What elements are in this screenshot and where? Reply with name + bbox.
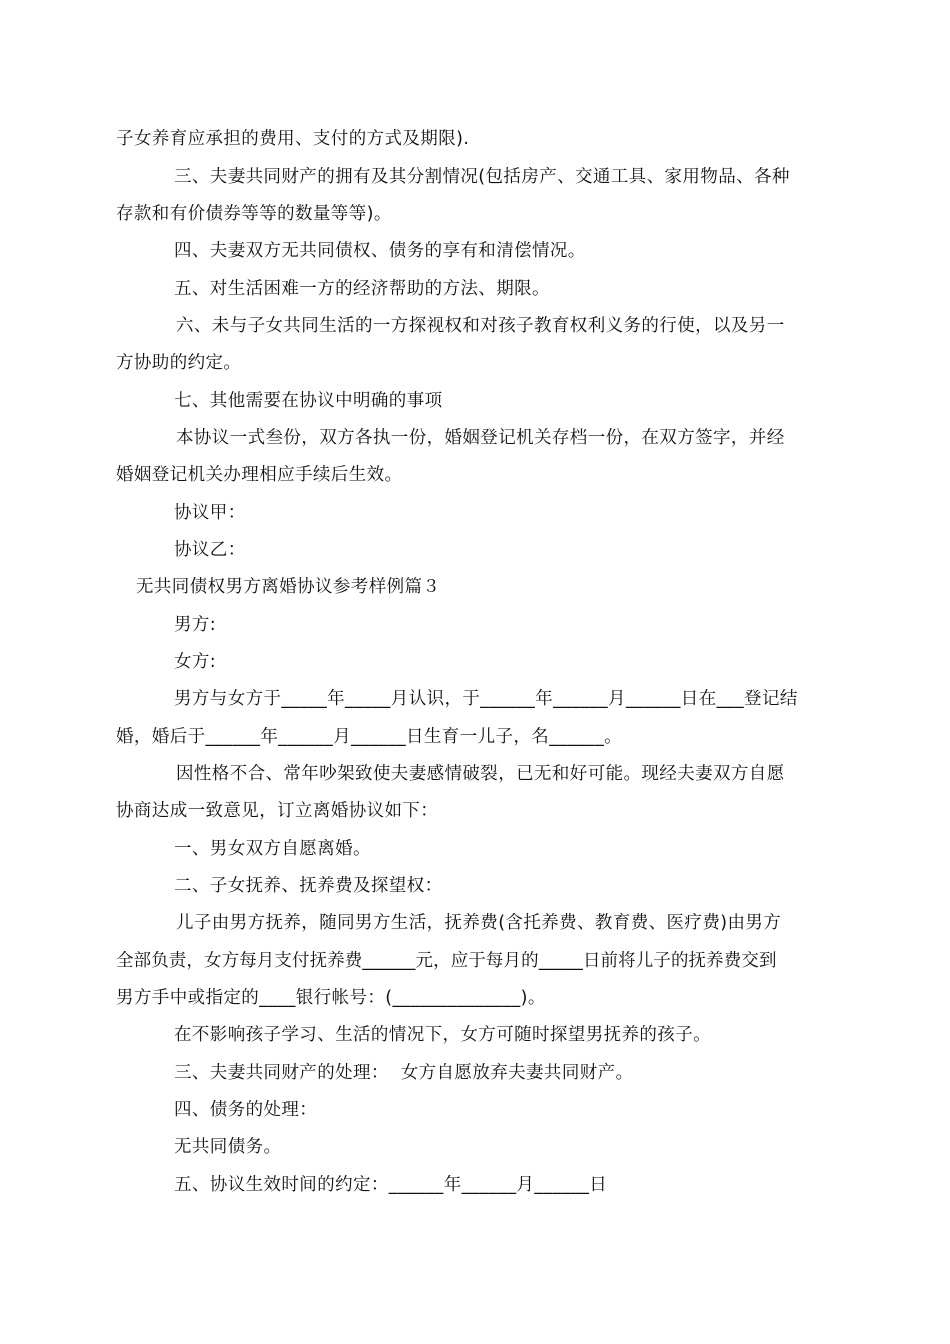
male-party: 男方: (174, 615, 217, 635)
agreement-copies-line-2: 婚姻登记机关办理相应手续后生效。 (116, 465, 403, 485)
clause-five: 五、对生活困难一方的经济帮助的方法、期限。 (174, 279, 550, 299)
clause-seven: 七、其他需要在协议中明确的事项 (174, 391, 443, 411)
female-party: 女方: (174, 652, 217, 672)
custody-line-1: 儿子由男方抚养，随同男方生活，抚养费(含托养费、教育费、医疗费)由男方 (176, 913, 782, 933)
custody-line-2: 全部负责，女方每月支付抚养费______元，应于每月的_____日前将儿子的抚养费交到 (116, 951, 777, 971)
agreement-copies-line-1: 本协议一式叁份，双方各执一份，婚姻登记机关存档一份，在双方签字，并经 (176, 428, 785, 448)
clause-two: 二、子女抚养、抚养费及探望权： (174, 876, 443, 896)
reason-line-2: 协商达成一致意见，订立离婚协议如下： (116, 801, 439, 821)
reason-line-1: 因性格不合、常年吵架致使夫妻感情破裂，已无和好可能。现经夫妻双方自愿 (176, 764, 785, 784)
clause-one: 一、男女双方自愿离婚。 (174, 839, 371, 859)
paragraph-line: 子女养育应承担的费用、支付的方式及期限). (116, 129, 470, 149)
clause-three-line-2: 存款和有价债券等等的数量等等)。 (116, 204, 392, 224)
marriage-info-line-1: 男方与女方于_____年_____月认识，于______年______月______日在___登记结 (174, 689, 798, 709)
no-common-debt: 无共同债务。 (174, 1137, 282, 1157)
visitation: 在不影响孩子学习、生活的情况下，女方可随时探望男抚养的孩子。 (174, 1025, 711, 1045)
custody-line-3: 男方手中或指定的____银行帐号：(______________)。 (116, 988, 546, 1008)
clause-three-property: 三、夫妻共同财产的处理： 女方自愿放弃夫妻共同财产。 (174, 1063, 634, 1083)
clause-six-line-1: 六、未与子女共同生活的一方探视权和对孩子教育权利义务的行使，以及另一 (176, 316, 785, 336)
party-b-signature: 协议乙： (174, 540, 246, 560)
clause-five-effective-date: 五、协议生效时间的约定：______年______月______日 (174, 1175, 608, 1195)
clause-four: 四、夫妻双方无共同债权、债务的享有和清偿情况。 (174, 241, 586, 261)
section-heading: 无共同债权男方离婚协议参考样例篇３ (136, 577, 441, 597)
party-a-signature: 协议甲： (174, 503, 246, 523)
clause-three-line-1: 三、夫妻共同财产的拥有及其分割情况(包括房产、交通工具、家用物品、各种 (174, 167, 790, 187)
clause-six-line-2: 方协助的约定。 (116, 353, 242, 373)
clause-four-debt: 四、债务的处理： (174, 1100, 318, 1120)
marriage-info-line-2: 婚，婚后于______年______月______日生育一儿子，名______。 (116, 727, 622, 747)
